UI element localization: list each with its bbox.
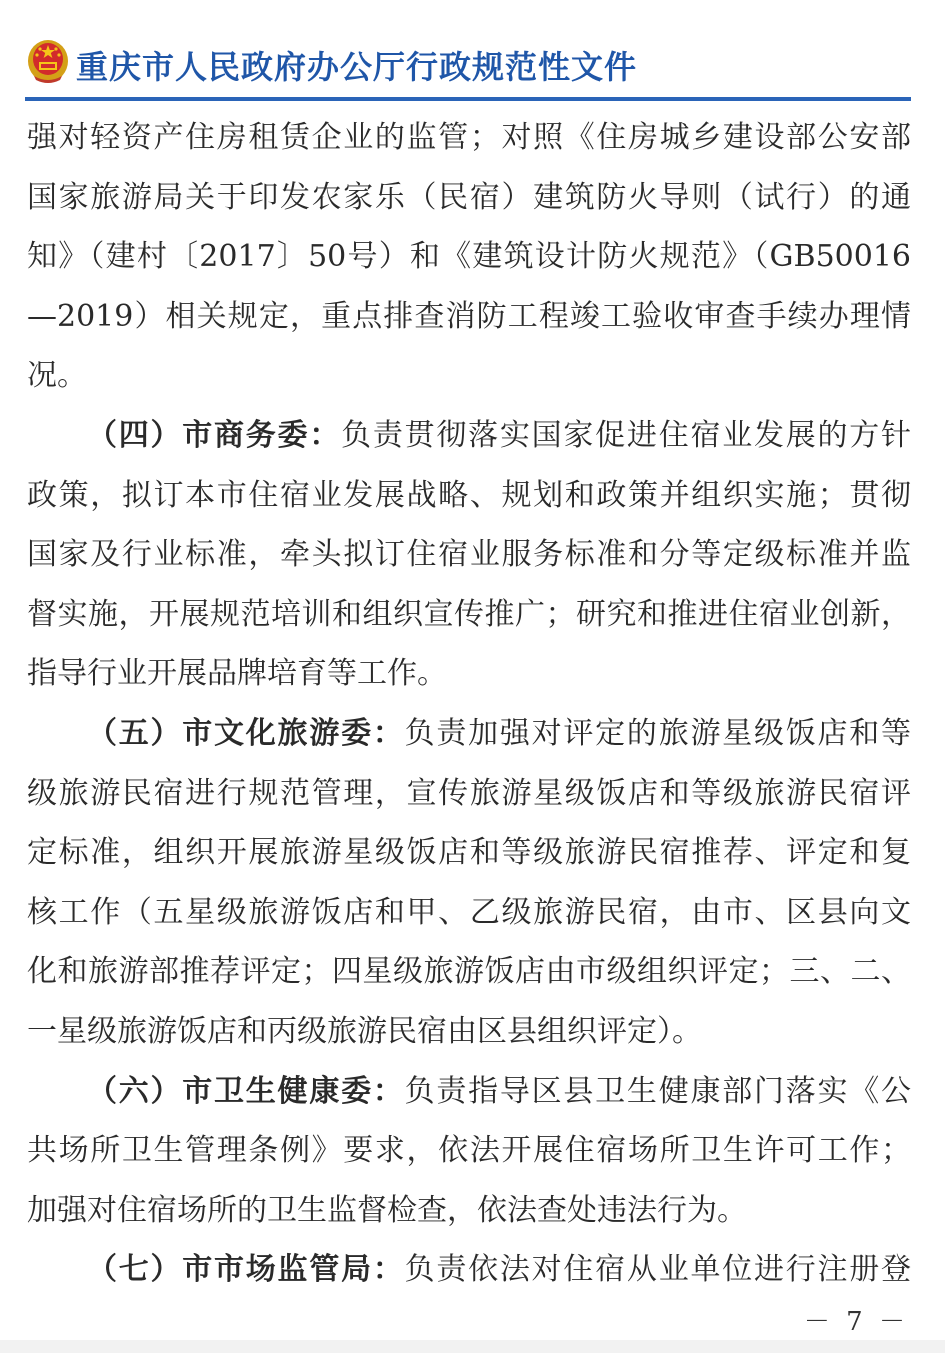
footer-band <box>0 1340 945 1353</box>
paragraph <box>27 108 911 406</box>
text-span: 负责依法对住宿从业单位进行注册登 <box>404 1252 912 1288</box>
header-divider <box>25 97 911 101</box>
text-line <box>27 704 911 764</box>
section-heading: （七）市市场监管局： <box>87 1252 405 1288</box>
text-line: 况。 <box>27 358 87 394</box>
text-line: 指导行业开展品牌培育等工作。 <box>27 656 447 692</box>
text-line <box>27 406 911 466</box>
header-title: 重庆市人民政府办公厅行政规范性文件 <box>76 48 638 86</box>
text-line: 政策，拟订本市住宿业发展战略、规划和政策并组织实施；贯彻 <box>27 477 911 513</box>
paragraph <box>27 1240 911 1300</box>
text-span: 负责贯彻落实国家促进住宿业发展的方针 <box>341 417 912 453</box>
section-heading: （四）市商务委： <box>87 417 342 453</box>
document-body <box>27 108 911 1300</box>
paragraph <box>27 1062 911 1241</box>
paragraph <box>27 406 911 704</box>
text-span: 负责加强对评定的旅游星级饭店和等 <box>404 715 912 751</box>
text-line: 国家及行业标准，牵头拟订住宿业服务标准和分等定级标准并监 <box>27 537 911 573</box>
text-line: 知》（建村〔2017〕50号）和《建筑设计防火规范》（GB50016 <box>27 239 911 275</box>
text-line: 定标准，组织开展旅游星级饭店和等级旅游民宿推荐、评定和复 <box>27 835 911 871</box>
page-number: － 7 － <box>803 1307 909 1337</box>
text-line: 国家旅游局关于印发农家乐（民宿）建筑防火导则（试行）的通 <box>27 179 911 215</box>
paragraph <box>27 704 911 1062</box>
text-line: —2019）相关规定，重点排查消防工程竣工验收审查手续办理情 <box>27 298 911 334</box>
section-heading: （五）市文化旅游委： <box>87 715 405 751</box>
text-span: 负责指导区县卫生健康部门落实《公 <box>404 1073 912 1109</box>
text-line: 加强对住宿场所的卫生监督检查，依法查处违法行为。 <box>27 1192 747 1228</box>
text-line: 级旅游民宿进行规范管理，宣传旅游星级饭店和等级旅游民宿评 <box>27 775 911 811</box>
text-line: 强对轻资产住房租赁企业的监管；对照《住房城乡建设部公安部 <box>27 120 911 155</box>
document-header <box>0 0 945 104</box>
text-line: 核工作（五星级旅游饭店和甲、乙级旅游民宿，由市、区县向文 <box>27 894 911 930</box>
text-line: 一星级旅游饭店和丙级旅游民宿由区县组织评定）。 <box>27 1013 702 1049</box>
national-emblem-icon <box>26 36 70 84</box>
text-line: 共场所卫生管理条例》要求，依法开展住宿场所卫生许可工作； <box>27 1133 911 1169</box>
text-line: 督实施，开展规范培训和组织宣传推广；研究和推进住宿业创新， <box>27 596 911 632</box>
text-line: 化和旅游部推荐评定；四星级旅游饭店由市级组织评定；三、二、 <box>27 954 911 990</box>
text-line <box>27 1240 911 1300</box>
section-heading: （六）市卫生健康委： <box>87 1073 405 1109</box>
text-line <box>27 1062 911 1122</box>
